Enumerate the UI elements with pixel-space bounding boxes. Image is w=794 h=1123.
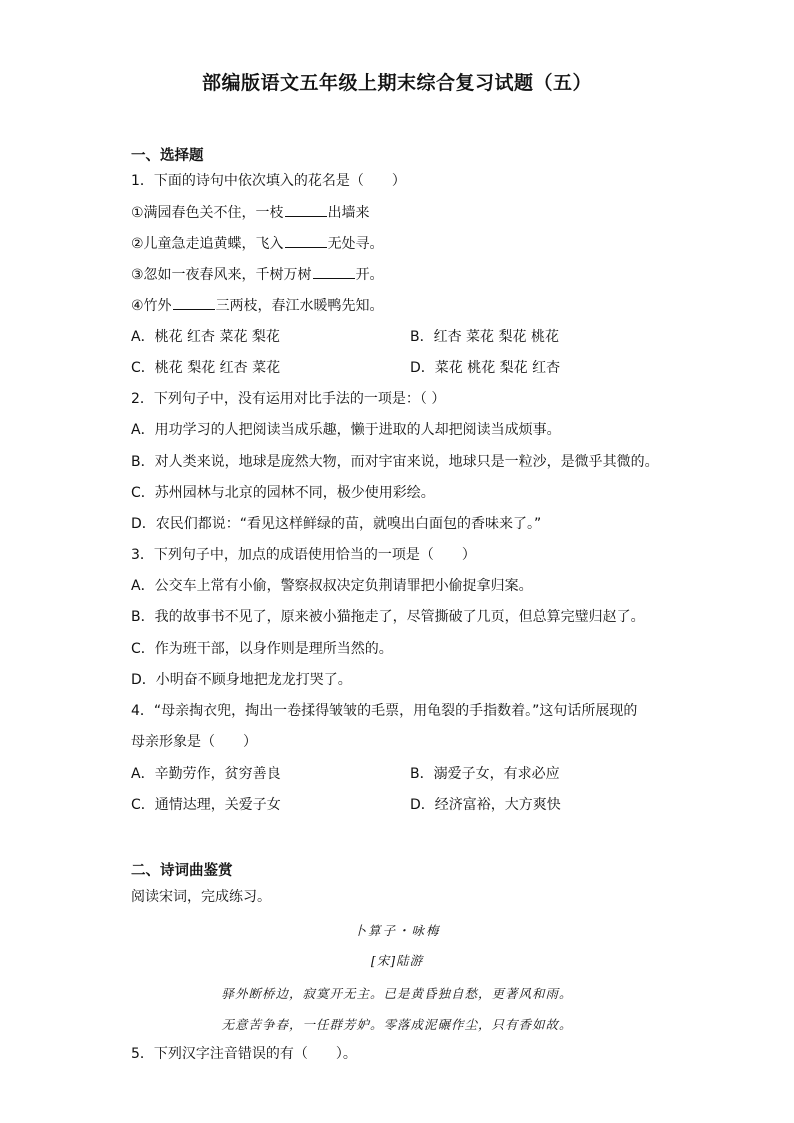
q1-option-d[interactable]: D．菜花 桃花 梨花 红杏 — [410, 360, 561, 376]
poem-line-1: 驿外断桥边，寂寞开无主。已是黄昏独自愁，更著风和雨。 — [221, 986, 573, 1001]
section-heading-poetry: 二、诗词曲鉴赏 — [131, 863, 233, 879]
poem-title: 卜算子・咏梅 — [353, 923, 441, 938]
q1-option-a[interactable]: A．桃花 红杏 菜花 梨花 — [131, 329, 280, 345]
q2-option-a[interactable]: A．用功学习的人把阅读当成乐趣，懒于进取的人却把阅读当成烦事。 — [131, 422, 561, 438]
section-heading-choice: 一、选择题 — [131, 148, 204, 164]
fill-blank[interactable] — [173, 296, 215, 310]
page-title: 部编版语文五年级上期末综合复习试题（五） — [201, 72, 592, 94]
question-5-stem: 5．下列汉字注音错误的有（ ）。 — [131, 1046, 357, 1062]
q3-option-b[interactable]: B．我的故事书不见了，原来被小猫拖走了，尽管撕破了几页，但总算完璧归赵了。 — [131, 609, 645, 625]
poem-line-2: 无意苦争春，一任群芳妒。零落成泥碾作尘，只有香如故。 — [221, 1017, 573, 1032]
poem-author: [宋]陆游 — [370, 953, 424, 968]
q2-option-b[interactable]: B．对人类来说，地球是庞然大物，而对宇宙来说，地球只是一粒沙，是微乎其微的。 — [131, 454, 659, 470]
question-4-stem-line-1: 4．“母亲掏衣兜，掏出一卷揉得皱皱的毛票，用龟裂的手指数着。”这句话所展现的 — [131, 703, 638, 719]
question-1-line-4: ④竹外 三两枝，春江水暖鸭先知。 — [131, 298, 384, 314]
q2-option-d[interactable]: D．农民们都说：“看见这样鲜绿的苗，就嗅出白面包的香味来了。” — [131, 516, 542, 532]
q1-option-c[interactable]: C．桃花 梨花 红杏 菜花 — [131, 360, 281, 376]
q4-option-b[interactable]: B．溺爱子女，有求必应 — [410, 766, 560, 782]
question-1-line-3: ③忽如一夜春风来，千树万树 开。 — [131, 267, 384, 283]
q3-option-a[interactable]: A．公交车上常有小偷，警察叔叔决定负荆请罪把小偷捉拿归案。 — [131, 578, 533, 594]
q1-option-b[interactable]: B．红杏 菜花 梨花 桃花 — [410, 329, 559, 345]
q4-option-c[interactable]: C．通情达理，关爱子女 — [131, 797, 281, 813]
q3-option-c[interactable]: C．作为班干部，以身作则是理所当然的。 — [131, 641, 393, 657]
q4-option-a[interactable]: A．辛勤劳作，贫穷善良 — [131, 766, 281, 782]
q2-option-c[interactable]: C．苏州园林与北京的园林不同，极少使用彩绘。 — [131, 485, 435, 501]
question-2-stem: 2．下列句子中，没有运用对比手法的一项是：（ ） — [131, 391, 446, 407]
q4-option-d[interactable]: D．经济富裕，大方爽快 — [410, 797, 561, 813]
question-3-stem: 3．下列句子中，加点的成语使用恰当的一项是（ ） — [131, 547, 476, 563]
fill-blank[interactable] — [285, 203, 327, 217]
question-1-line-2: ②儿童急走追黄蝶，飞入 无处寻。 — [131, 236, 384, 252]
question-1-stem: 1．下面的诗句中依次填入的花名是（ ） — [131, 173, 406, 189]
poetry-intro: 阅读宋词，完成练习。 — [131, 889, 271, 905]
question-1-line-1: ①满园春色关不住，一枝 出墙来 — [131, 205, 370, 221]
fill-blank[interactable] — [313, 265, 355, 279]
question-4-stem-line-2: 母亲形象是（ ） — [131, 734, 257, 750]
q3-option-d[interactable]: D．小明奋不顾身地把龙龙打哭了。 — [131, 672, 352, 688]
fill-blank[interactable] — [285, 234, 327, 248]
